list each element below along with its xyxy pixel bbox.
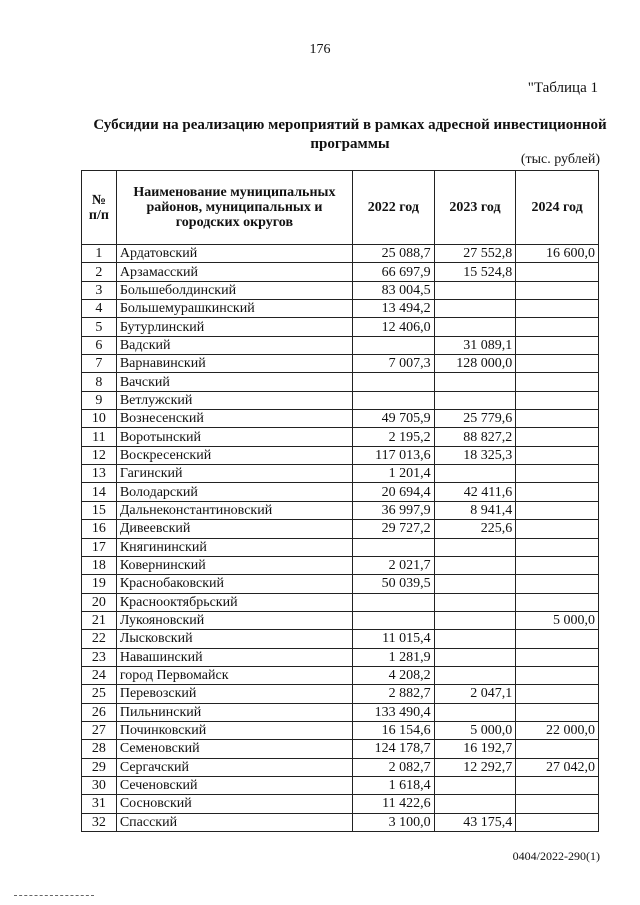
header-name: Наименование муниципальных районов, муниципальных и городских округов [116,171,352,245]
table-row [82,721,599,739]
table-row [82,593,599,611]
cell-number: 31 [82,795,117,813]
cell-2022: 49 705,9 [353,410,435,428]
cell-number: 23 [82,648,117,666]
cell-2024 [516,648,599,666]
cell-2022: 1 618,4 [353,776,435,794]
header-2022: 2022 год [353,171,435,245]
table-row [82,648,599,666]
cell-number: 11 [82,428,117,446]
table-row [82,776,599,794]
cell-2024 [516,575,599,593]
cell-2024: 22 000,0 [516,721,599,739]
table-header-row [82,171,599,245]
cell-number: 10 [82,410,117,428]
cell-2022 [353,336,435,354]
cell-2024 [516,446,599,464]
cell-name: Сосновский [116,795,352,813]
cell-2024 [516,520,599,538]
cell-2022: 117 013,6 [353,446,435,464]
cell-2023: 18 325,3 [434,446,516,464]
table-row [82,483,599,501]
cell-2023 [434,391,516,409]
header-2023: 2023 год [434,171,516,245]
cell-2024 [516,300,599,318]
cell-2023: 8 941,4 [434,501,516,519]
cell-number: 5 [82,318,117,336]
cell-2023 [434,373,516,391]
cell-2022: 13 494,2 [353,300,435,318]
cell-2024 [516,740,599,758]
cell-2022: 12 406,0 [353,318,435,336]
cell-name: Перевозский [116,685,352,703]
cell-name: Спасский [116,813,352,831]
cell-2024: 16 600,0 [516,245,599,263]
cell-number: 9 [82,391,117,409]
cell-2024 [516,630,599,648]
cell-2022 [353,593,435,611]
page-number: 176 [309,42,331,57]
cell-number: 4 [82,300,117,318]
units-label: (тыс. рублей) [520,152,600,167]
cell-2024 [516,776,599,794]
cell-number: 12 [82,446,117,464]
table-row [82,501,599,519]
cell-2023 [434,575,516,593]
cell-2023: 16 192,7 [434,740,516,758]
cell-number: 21 [82,611,117,629]
cell-name: Вознесенский [116,410,352,428]
cell-2024 [516,666,599,684]
cell-2023: 225,6 [434,520,516,538]
cell-name: Дальнеконстантиновский [116,501,352,519]
cell-name: Краснобаковский [116,575,352,593]
cell-number: 2 [82,263,117,281]
cell-name: Ковернинский [116,556,352,574]
cell-name: Вачский [116,373,352,391]
cell-2023: 27 552,8 [434,245,516,263]
cell-2024 [516,501,599,519]
cell-2023 [434,281,516,299]
cell-2024 [516,593,599,611]
cell-2022: 66 697,9 [353,263,435,281]
cell-name: Пильнинский [116,703,352,721]
cell-2024 [516,281,599,299]
cell-2023: 42 411,6 [434,483,516,501]
cell-number: 19 [82,575,117,593]
table-row [82,373,599,391]
cell-2022: 29 727,2 [353,520,435,538]
cell-2023: 15 524,8 [434,263,516,281]
cell-name: Большеболдинский [116,281,352,299]
subsidies-table [81,170,599,832]
cell-number: 28 [82,740,117,758]
footer-code: 0404/2022-290(1) [512,849,600,863]
table-row [82,300,599,318]
cell-2022: 124 178,7 [353,740,435,758]
table-row [82,391,599,409]
table-row [82,630,599,648]
cell-2022: 2 082,7 [353,758,435,776]
cell-2023: 128 000,0 [434,355,516,373]
cell-2022: 11 015,4 [353,630,435,648]
cell-2024 [516,556,599,574]
cell-name: Лысковский [116,630,352,648]
table-row [82,813,599,831]
cell-2023: 25 779,6 [434,410,516,428]
table-row [82,410,599,428]
cell-2023 [434,300,516,318]
table-row [82,795,599,813]
cell-number: 17 [82,538,117,556]
cell-2024 [516,703,599,721]
cell-2022: 16 154,6 [353,721,435,739]
cell-number: 16 [82,520,117,538]
cell-name: Бутурлинский [116,318,352,336]
cell-2023 [434,648,516,666]
table-body [82,245,599,832]
cell-2023 [434,465,516,483]
cell-2024 [516,318,599,336]
cell-2023 [434,776,516,794]
table-row [82,740,599,758]
cell-name: Ветлужский [116,391,352,409]
table-row [82,428,599,446]
table-row [82,355,599,373]
cell-2024 [516,428,599,446]
cell-2022: 83 004,5 [353,281,435,299]
cell-2024 [516,795,599,813]
cell-name: Краснооктябрьский [116,593,352,611]
cell-2024 [516,373,599,391]
cell-2022: 1 281,9 [353,648,435,666]
document-title: Субсидии на реализацию мероприятий в рамках адресной инвестиционной программы [93,117,607,152]
cell-2024 [516,336,599,354]
cell-2024: 27 042,0 [516,758,599,776]
cell-name: Сеченовский [116,776,352,794]
cell-2022: 20 694,4 [353,483,435,501]
cell-name: Вадский [116,336,352,354]
cell-name: Княгининский [116,538,352,556]
table-row [82,263,599,281]
table-row [82,666,599,684]
header-2024: 2024 год [516,171,599,245]
cell-2023 [434,666,516,684]
cell-number: 15 [82,501,117,519]
cell-2023 [434,630,516,648]
cell-name: Большемурашкинский [116,300,352,318]
cell-number: 24 [82,666,117,684]
cell-2024: 5 000,0 [516,611,599,629]
cell-2024 [516,355,599,373]
cell-2023 [434,318,516,336]
cell-2022: 2 882,7 [353,685,435,703]
cell-2023 [434,593,516,611]
cell-name: Семеновский [116,740,352,758]
table-row [82,318,599,336]
cell-name: Лукояновский [116,611,352,629]
table-row [82,611,599,629]
cell-2022 [353,373,435,391]
cell-number: 1 [82,245,117,263]
cell-2023 [434,611,516,629]
cell-2024 [516,263,599,281]
cell-name: Арзамасский [116,263,352,281]
cell-2024 [516,813,599,831]
cell-name: Сергачский [116,758,352,776]
table-row [82,758,599,776]
cell-2024 [516,483,599,501]
cell-name: Навашинский [116,648,352,666]
cell-name: Дивеевский [116,520,352,538]
cell-number: 3 [82,281,117,299]
cell-2022: 1 201,4 [353,465,435,483]
table-row [82,465,599,483]
cell-number: 25 [82,685,117,703]
cell-2022: 11 422,6 [353,795,435,813]
cell-name: Воротынский [116,428,352,446]
cell-2022 [353,538,435,556]
table-row [82,446,599,464]
table-row [82,685,599,703]
cell-name: Ардатовский [116,245,352,263]
cell-2022: 4 208,2 [353,666,435,684]
cell-name: Варнавинский [116,355,352,373]
table-row [82,703,599,721]
cell-number: 26 [82,703,117,721]
cell-2023 [434,703,516,721]
cell-number: 20 [82,593,117,611]
table-row [82,575,599,593]
cell-name: город Первомайск [116,666,352,684]
table-row [82,281,599,299]
cell-number: 18 [82,556,117,574]
cell-2023: 43 175,4 [434,813,516,831]
cell-2022: 2 195,2 [353,428,435,446]
cell-2024 [516,465,599,483]
cell-2024 [516,538,599,556]
cell-number: 30 [82,776,117,794]
cell-number: 29 [82,758,117,776]
header-number: № п/п [82,171,117,245]
cell-2022: 36 997,9 [353,501,435,519]
table-row [82,520,599,538]
cell-2023: 2 047,1 [434,685,516,703]
cell-2023 [434,795,516,813]
cell-2023: 12 292,7 [434,758,516,776]
cell-2023: 5 000,0 [434,721,516,739]
cell-number: 7 [82,355,117,373]
cell-name: Гагинский [116,465,352,483]
cell-name: Починковский [116,721,352,739]
cell-2022: 133 490,4 [353,703,435,721]
table-label: "Таблица 1 [527,80,598,96]
cell-2023 [434,556,516,574]
table-row [82,245,599,263]
cell-2022: 50 039,5 [353,575,435,593]
cell-number: 32 [82,813,117,831]
cell-2023: 88 827,2 [434,428,516,446]
cell-2023 [434,538,516,556]
cell-2022: 3 100,0 [353,813,435,831]
cell-number: 22 [82,630,117,648]
cell-name: Воскресенский [116,446,352,464]
cell-number: 14 [82,483,117,501]
cell-name: Володарский [116,483,352,501]
bottom-rule [14,895,94,896]
cell-2022 [353,611,435,629]
cell-2022: 2 021,7 [353,556,435,574]
cell-2022: 25 088,7 [353,245,435,263]
cell-number: 27 [82,721,117,739]
cell-number: 8 [82,373,117,391]
table-row [82,556,599,574]
table-row [82,336,599,354]
cell-2022: 7 007,3 [353,355,435,373]
cell-2024 [516,410,599,428]
cell-2022 [353,391,435,409]
table-row [82,538,599,556]
cell-2023: 31 089,1 [434,336,516,354]
cell-number: 13 [82,465,117,483]
cell-2024 [516,685,599,703]
cell-2024 [516,391,599,409]
cell-number: 6 [82,336,117,354]
